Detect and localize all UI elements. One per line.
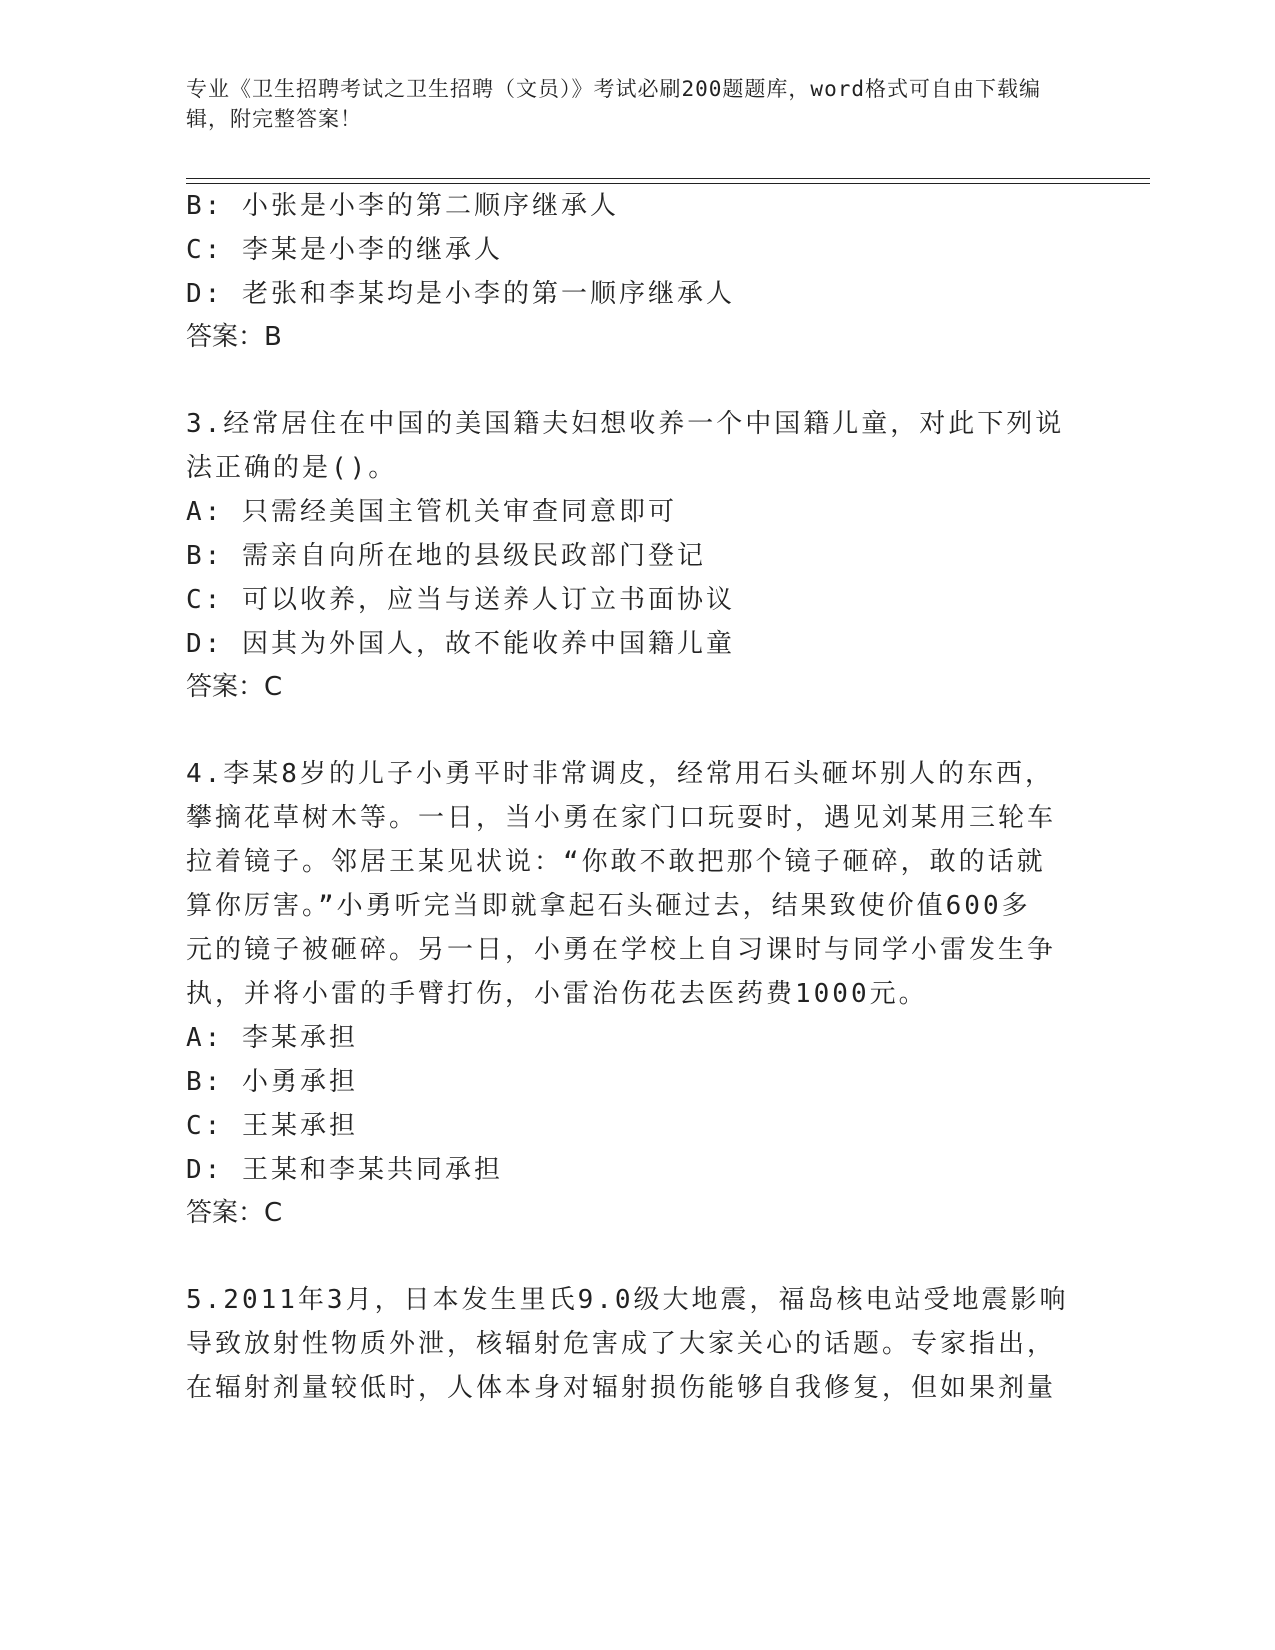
q5-stem-line-1: 5.2011年3月，日本发生里氏9.0级大地震，福岛核电站受地震影响	[186, 1285, 1069, 1315]
q4-stem-line-2: 攀摘花草树木等。一日，当小勇在家门口玩耍时，遇见刘某用三轮车	[186, 803, 1057, 833]
q4-stem-line-1: 4.李某8岁的儿子小勇平时非常调皮，经常用石头砸坏别人的东西，	[186, 759, 1054, 789]
q4-stem-line-3: 拉着镜子。邻居王某见状说：“你敢不敢把那个镜子砸碎，敢的话就	[186, 847, 1046, 877]
q5-stem-line-3: 在辐射剂量较低时，人体本身对辐射损伤能够自我修复，但如果剂量	[186, 1373, 1057, 1403]
q5-stem-line-2: 导致放射性物质外泄，核辐射危害成了大家关心的话题。专家指出，	[186, 1329, 1057, 1359]
q3-option-b: B: 需亲自向所在地的县级民政部门登记	[186, 541, 706, 571]
q4-option-c: C: 王某承担	[186, 1111, 358, 1141]
q4-stem-line-6: 执，并将小雷的手臂打伤，小雷治伤花去医药费1000元。	[186, 979, 928, 1009]
q4-stem-line-5: 元的镜子被砸碎。另一日，小勇在学校上自习课时与同学小雷发生争	[186, 935, 1057, 965]
q3-option-a: A: 只需经美国主管机关审查同意即可	[186, 497, 677, 527]
q3-answer: 答案：C	[186, 672, 283, 702]
q3-stem-line-1: 3.经常居住在中国的美国籍夫妇想收养一个中国籍儿童，对此下列说	[186, 409, 1065, 439]
q4-answer: 答案：C	[186, 1198, 283, 1228]
header-rule-bottom	[186, 183, 1150, 184]
q4-option-a: A: 李某承担	[186, 1023, 358, 1053]
q3-stem-line-2: 法正确的是()。	[186, 453, 398, 483]
q4-option-d: D: 王某和李某共同承担	[186, 1155, 503, 1185]
q2-answer: 答案：B	[186, 322, 282, 352]
header-rule-top	[186, 178, 1150, 179]
q4-stem-line-4: 算你厉害。”小勇听完当即就拿起石头砸过去，结果致使价值600多	[186, 891, 1031, 921]
q4-option-b: B: 小勇承担	[186, 1067, 358, 1097]
q3-option-c: C: 可以收养，应当与送养人订立书面协议	[186, 585, 735, 615]
q2-option-d: D: 老张和李某均是小李的第一顺序继承人	[186, 279, 735, 309]
q2-option-b: B: 小张是小李的第二顺序继承人	[186, 191, 619, 221]
q2-option-c: C: 李某是小李的继承人	[186, 235, 503, 265]
q3-option-d: D: 因其为外国人，故不能收养中国籍儿童	[186, 629, 735, 659]
page-header: 专业《卫生招聘考试之卫生招聘（文员）》考试必刷200题题库，word格式可自由下载编辑，附完整答案！	[186, 77, 1041, 131]
